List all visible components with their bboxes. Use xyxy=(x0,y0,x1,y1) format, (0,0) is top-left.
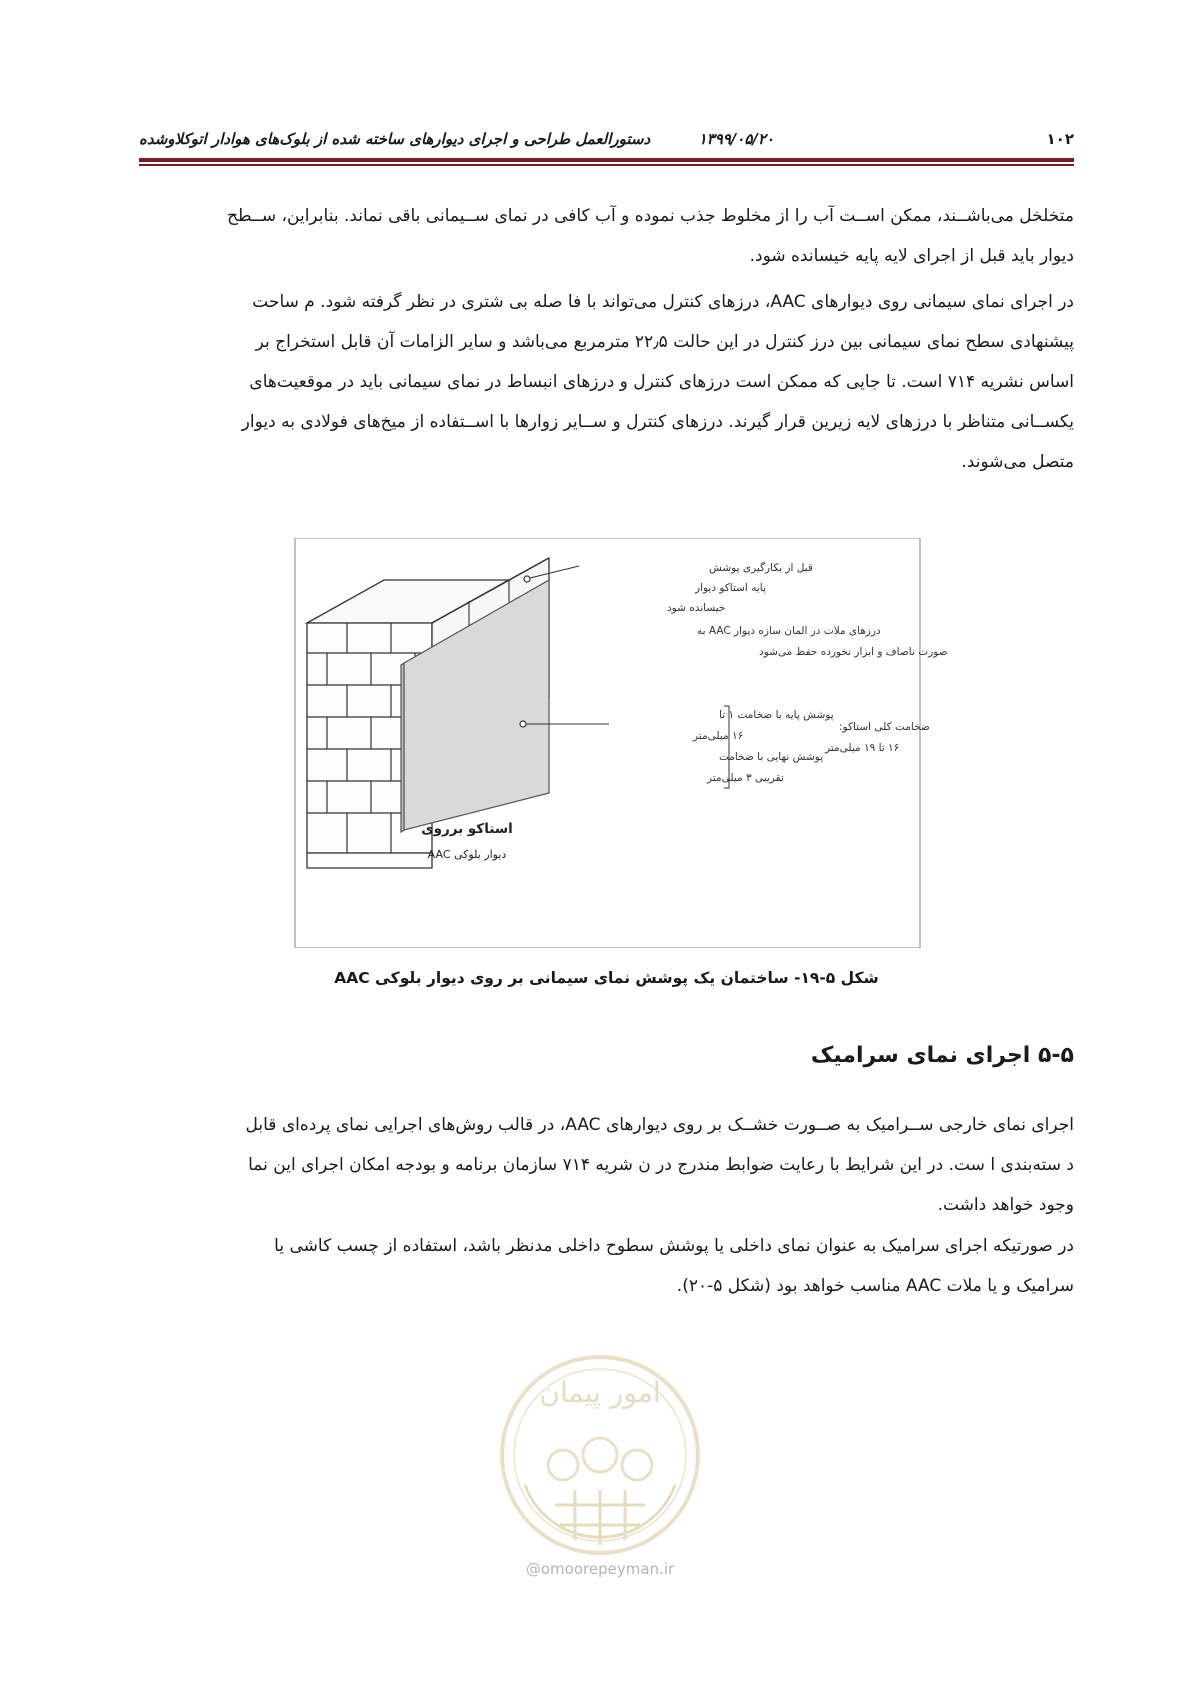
figure-caption: شکل ۵-۱۹- ساختمان یک پوشش نمای سیمانی بر روی دیوار بلوکی AAC xyxy=(334,969,879,987)
text-line: دیوار باید قبل از اجرای لایه پایه خیسانده شود. xyxy=(749,246,1074,266)
text-line: اساس نشریه ۷۱۴ است. تا جایی که ممکن است درزهای کنترل و درزهای انبساط در نمای سیمانی باید در موقعیت‌های xyxy=(249,372,1074,392)
header-rule xyxy=(139,158,1074,162)
label-bottom-bold: استاکو برروی xyxy=(421,821,513,837)
text-line: یکســانی متناظر با درزهای لایه زیرین قرار گیرند. درزهای کنترل و ســایر زوارها با اســتفاده از میخ‌های فولادی به دیوار xyxy=(241,412,1074,432)
header-title: دستورالعمل طراحی و اجرای دیوارهای ساخته شده از بلوک‌های هوادار اتوکلاوشده xyxy=(139,130,651,148)
text-line: متصل می‌شوند. xyxy=(961,452,1074,472)
label-middle-line: پوشش نهایی با ضخامت xyxy=(719,751,824,763)
paragraph xyxy=(139,282,1074,482)
page-number: ۱۰۲ xyxy=(1046,130,1074,148)
text-line: متخلخل می‌باشــند، ممکن اســت آب را از مخلوط جذب نموده و آب کافی در نمای ســیمانی باقی نماند. بنابراین، ســطح xyxy=(227,206,1074,226)
page-header xyxy=(139,124,1074,154)
text-line: سرامیک و یا ملات AAC مناسب خواهد بود (شکل ۵-۲۰). xyxy=(676,1276,1074,1296)
text-line: در صورتیکه اجرای سرامیک به عنوان نمای داخلی یا پوشش سطوح داخلی مدنظر باشد، استفاده از چسب کاشی یا xyxy=(274,1236,1074,1256)
label-top-line: صورت ناصاف و ابزار نخورده حفظ می‌شود xyxy=(759,646,948,658)
label-right-line: ۱۶ تا ۱۹ میلی‌متر xyxy=(825,742,900,754)
label-top-line: خیسانده شود xyxy=(667,602,726,614)
label-right-line: ضخامت کلی استاکو: xyxy=(839,721,930,733)
label-bottom: دیوار بلوکی AAC xyxy=(427,848,507,861)
text-line: پیشنهادی سطح نمای سیمانی بین درز کنترل در این حالت ۲۲٫۵ مترمربع می‌باشد و سایر الزامات آن قابل استخراج بر xyxy=(255,332,1074,352)
paragraph xyxy=(139,196,1074,276)
text-line: د سته‌بندی ا ست. در این شرایط با رعایت ضوابط مندرج در ن شریه ۷۱۴ سازمان برنامه و بودجه امکان اجرای این نما xyxy=(248,1155,1074,1175)
label-top-line: درزهای ملات در المان سازه دیوار AAC به xyxy=(697,625,881,637)
text-line: وجود خواهد داشت. xyxy=(937,1195,1074,1215)
label-top-line: پایه استاکو دیوار xyxy=(695,582,766,594)
label-middle-line: پوشش پایه با ضخامت ۱ تا xyxy=(719,709,834,721)
header-rule-thin xyxy=(139,164,1074,166)
header-date: ۱۳۹۹/۰۵/۲۰ xyxy=(698,130,774,148)
text-line: در اجرای نمای سیمانی روی دیوارهای AAC، درزهای کنترل می‌تواند با فا صله بی شتری در نظر گرفته شود. م ساحت xyxy=(252,292,1074,312)
watermark-url: @omoorepeyman.ir xyxy=(525,1560,675,1578)
watermark-logo-text: امور پیمان xyxy=(539,1376,661,1409)
stucco-wall-figure xyxy=(139,538,1074,948)
text-line: اجرای نمای خارجی ســرامیک به صــورت خشــک بر روی دیوارهای AAC، در قالب روش‌های اجرایی نمای پرده‌ای قابل xyxy=(245,1115,1074,1135)
paragraph xyxy=(139,1226,1074,1306)
label-middle-line: ۱۶ میلی‌متر xyxy=(693,730,744,742)
watermark-logo xyxy=(485,1340,715,1590)
label-top-line: قبل از بکارگیری پوشش xyxy=(709,562,813,574)
paragraph xyxy=(139,1105,1074,1225)
section-heading: ۵-۵ اجرای نمای سرامیک xyxy=(810,1043,1074,1068)
wall-diagram xyxy=(139,538,1074,948)
label-middle-line: تقریبی ۳ میلی‌متر xyxy=(707,772,784,784)
